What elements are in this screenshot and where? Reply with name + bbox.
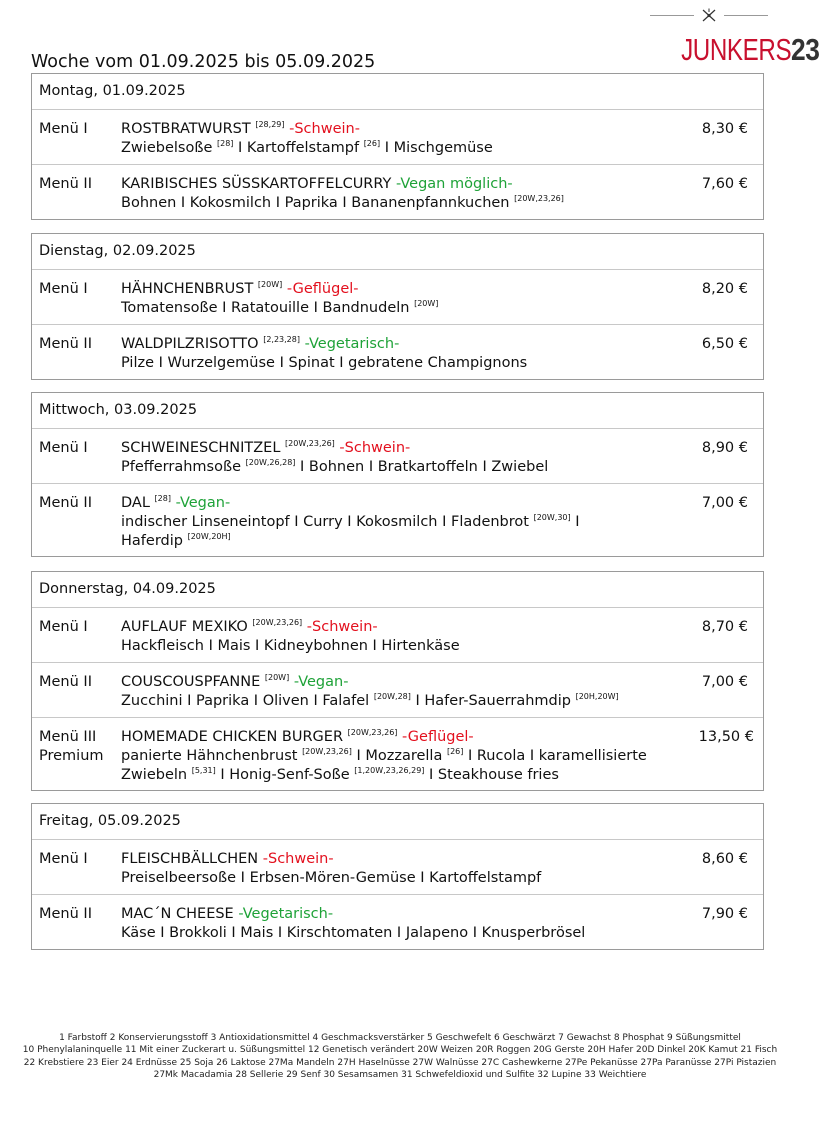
menu-row xyxy=(32,608,763,663)
menu-price: 13,50 € xyxy=(698,729,754,745)
cutlery-icon xyxy=(699,8,719,22)
menu-row xyxy=(32,429,763,484)
menu-row xyxy=(32,840,763,895)
side-text: Haferdip xyxy=(121,533,188,549)
side-text: I Hafer-Sauerrahmdip xyxy=(410,693,576,709)
dish-name: HÄHNCHENBRUST xyxy=(121,281,254,297)
side-text: indischer Linseneintopf I Curry I Kokosmilch I Fladenbrot xyxy=(121,514,534,530)
day-section xyxy=(31,571,764,791)
dish-line xyxy=(121,905,706,924)
day-section xyxy=(31,803,764,950)
allergen-codes: [26] xyxy=(363,139,381,148)
allergen-codes: [20H,20W] xyxy=(575,692,619,701)
menu-row xyxy=(32,270,763,325)
allergen-codes: [20W,23,26] xyxy=(252,618,303,627)
menu-price: 8,60 € xyxy=(701,851,748,867)
legend-line: 27Mk Macadamia 28 Sellerie 29 Senf 30 Sesamsamen 31 Schwefeldioxid und Sulfite 32 Lupine 33 Weichtiere xyxy=(153,1069,647,1080)
brand-wordmark xyxy=(650,32,820,67)
allergen-codes: [20W,23,26] xyxy=(347,728,398,737)
allergen-codes: [20W,20H] xyxy=(187,532,231,541)
menu-description xyxy=(121,905,706,943)
menu-description xyxy=(121,673,706,711)
dish-line xyxy=(121,728,706,747)
dish-name: DAL xyxy=(121,495,150,511)
side-dishes xyxy=(121,692,706,711)
allergen-codes: [20W] xyxy=(264,673,290,682)
day-section xyxy=(31,392,764,557)
menu-row xyxy=(32,663,763,718)
day-header: Donnerstag, 04.09.2025 xyxy=(32,572,763,608)
menu-description xyxy=(121,175,706,213)
menu-price: 7,00 € xyxy=(701,495,748,511)
allergen-codes: [20W] xyxy=(414,299,439,308)
side-text: I Kartoffelstampf xyxy=(233,140,364,156)
menu-description xyxy=(121,850,706,888)
brand-number: 23 xyxy=(791,32,820,67)
side-text: I Mozzarella xyxy=(351,748,447,764)
menu-description xyxy=(121,728,706,785)
day-section xyxy=(31,233,764,380)
menu-price: 7,00 € xyxy=(701,674,748,690)
diet-tag: -Schwein- xyxy=(339,440,411,456)
diet-tag: -Schwein- xyxy=(262,851,334,867)
menu-label xyxy=(39,175,119,194)
menu-row xyxy=(32,718,763,790)
menu-number: Menü II xyxy=(39,495,92,511)
menu-number: Menü I xyxy=(39,619,88,635)
menu-label xyxy=(39,673,119,692)
side-text: I Mischgemüse xyxy=(380,140,493,156)
brand-name: JUNKERS xyxy=(681,32,792,67)
dish-line xyxy=(121,673,706,692)
legend-line: 1 Farbstoff 2 Konservierungsstoff 3 Antioxidationsmittel 4 Geschmacksverstärker 5 Geschwefelt 6 Geschwärzt 7 Gewachst 8 Phosphat 9 Süßungsmittel xyxy=(59,1033,741,1043)
allergen-codes: [1,20W,23,26,29] xyxy=(354,766,425,775)
allergen-codes: [20W,26,28] xyxy=(245,458,296,467)
menu-label xyxy=(39,618,119,637)
menu-number: Menü I xyxy=(39,440,88,456)
allergen-codes: [20W,30] xyxy=(533,513,571,522)
menu-description xyxy=(121,439,706,477)
diet-tag: -Geflügel- xyxy=(402,729,474,745)
side-text: Hackfleisch I Mais I Kidneybohnen I Hirtenkäse xyxy=(121,638,460,654)
day-header: Freitag, 05.09.2025 xyxy=(32,804,763,840)
diet-tag: -Schwein- xyxy=(289,121,360,137)
menu-category: Premium xyxy=(39,748,104,764)
menu-label xyxy=(39,494,119,513)
side-text: I Honig-Senf-Soße xyxy=(215,767,355,783)
menu-description xyxy=(121,494,706,551)
menu-number: Menü II xyxy=(39,336,92,352)
menu-number: Menü II xyxy=(39,176,92,192)
day-section xyxy=(31,73,764,220)
menu-price: 8,70 € xyxy=(701,619,748,635)
menu-label xyxy=(39,905,119,924)
dish-line xyxy=(121,850,706,869)
menu-row xyxy=(32,484,763,556)
allergen-codes: [28,29] xyxy=(255,120,285,129)
dish-name: HOMEMADE CHICKEN BURGER xyxy=(121,729,344,745)
menu-price: 8,30 € xyxy=(701,121,748,137)
allergen-codes: [20W,23,26] xyxy=(302,747,352,756)
side-dishes xyxy=(121,924,706,943)
dish-line xyxy=(121,175,706,194)
allergen-codes: [20W] xyxy=(257,280,283,289)
diet-tag: -Vegetarisch- xyxy=(238,906,334,922)
logo-divider-right xyxy=(724,15,768,16)
allergen-codes: [5,31] xyxy=(191,766,216,775)
menu-row xyxy=(32,895,763,949)
dish-name: COUSCOUSPFANNE xyxy=(121,674,261,690)
menu-label xyxy=(39,728,119,766)
dish-name: ROSTBRATWURST xyxy=(121,121,251,137)
allergen-codes: [20W,23,26] xyxy=(285,439,335,448)
menu-price: 6,50 € xyxy=(701,336,748,352)
side-text: Tomatensoße I Ratatouille I Bandnudeln xyxy=(121,300,415,316)
side-text: panierte Hähnchenbrust xyxy=(121,748,303,764)
side-dishes xyxy=(121,513,706,551)
menu-price: 7,90 € xyxy=(701,906,748,922)
menu-price: 7,60 € xyxy=(701,176,748,192)
menu-number: Menü II xyxy=(39,906,92,922)
side-text: Zucchini I Paprika I Oliven I Falafel xyxy=(121,693,374,709)
dish-name: SCHWEINESCHNITZEL xyxy=(121,440,281,456)
menu-row xyxy=(32,165,763,219)
side-text: I Rucola I karamellisierte xyxy=(463,748,647,764)
week-title: Woche vom 01.09.2025 bis 05.09.2025 xyxy=(31,52,376,72)
menu-number: Menü I xyxy=(39,281,88,297)
side-text: Käse I Brokkoli I Mais I Kirschtomaten I Jalapeno I Knusperbrösel xyxy=(121,925,586,941)
diet-tag: -Vegetarisch- xyxy=(304,336,400,352)
side-text: I Bohnen I Bratkartoffeln I Zwiebel xyxy=(295,459,549,475)
side-text: Bohnen I Kokosmilch I Paprika I Bananenpfannkuchen xyxy=(121,195,515,211)
allergen-codes: [28] xyxy=(217,139,234,148)
menu-description xyxy=(121,120,706,158)
dish-name: FLEISCHBÄLLCHEN xyxy=(121,851,259,867)
dish-line xyxy=(121,439,706,458)
menu-price: 8,90 € xyxy=(701,440,748,456)
side-dishes xyxy=(121,354,706,373)
logo-divider-left xyxy=(650,15,694,16)
side-dishes xyxy=(121,637,706,656)
dish-line xyxy=(121,335,706,354)
allergen-codes: [20W,28] xyxy=(373,692,411,701)
side-dishes xyxy=(121,299,706,318)
diet-tag: -Schwein- xyxy=(306,619,378,635)
menu-label xyxy=(39,280,119,299)
allergen-codes: [26] xyxy=(446,747,464,756)
dish-line xyxy=(121,280,706,299)
allergen-legend xyxy=(0,1032,800,1081)
side-text: Pfefferrahmsoße xyxy=(121,459,246,475)
side-text: Zwiebelsoße xyxy=(121,140,217,156)
menu-label xyxy=(39,439,119,458)
menu-row xyxy=(32,325,763,379)
diet-tag: -Vegan- xyxy=(293,674,349,690)
day-header: Dienstag, 02.09.2025 xyxy=(32,234,763,270)
dish-line xyxy=(121,618,706,637)
menu-price: 8,20 € xyxy=(701,281,748,297)
side-text: I xyxy=(570,514,580,530)
menu-label xyxy=(39,120,119,139)
legend-line: 10 Phenylalaninquelle 11 Mit einer Zuckerart u. Süßungsmittel 12 Genetisch verändert 20W Weizen 20R Roggen 20G Gerste 20H Hafer 20D Dinkel 20K Kamut 21 Fisch xyxy=(22,1045,778,1056)
menu-description xyxy=(121,335,706,373)
dish-line xyxy=(121,494,706,513)
allergen-codes: [20W,23,26] xyxy=(514,194,564,203)
dish-name: MAC´N CHEESE xyxy=(121,906,234,922)
diet-tag: -Vegan- xyxy=(175,495,231,511)
menu-number: Menü I xyxy=(39,121,88,137)
side-text: Preiselbeersoße I Erbsen-Mören-Gemüse I Kartoffelstampf xyxy=(121,870,542,886)
dish-name: KARIBISCHES SÜSSKARTOFFELCURRY xyxy=(121,176,392,192)
side-dishes xyxy=(121,194,706,213)
dish-name: WALDPILZRISOTTO xyxy=(121,336,259,352)
side-dishes xyxy=(121,747,706,785)
menu-row xyxy=(32,110,763,165)
menu-number: Menü I xyxy=(39,851,88,867)
diet-tag: -Vegan möglich- xyxy=(396,176,513,192)
side-dishes xyxy=(121,458,706,477)
menu-number: Menü III xyxy=(39,729,97,745)
menu-description xyxy=(121,618,706,656)
dish-name: AUFLAUF MEXIKO xyxy=(121,619,248,635)
menu-label xyxy=(39,335,119,354)
legend-line: 22 Krebstiere 23 Eier 24 Erdnüsse 25 Soja 26 Laktose 27Ma Mandeln 27H Haselnüsse 27W Walnüsse 27C Cashewkerne 27Pe Pekanüsse 27Pa Paranüsse 27Pi Pistazien xyxy=(23,1057,777,1068)
side-text: Pilze I Wurzelgemüse I Spinat I gebratene Champignons xyxy=(121,355,528,371)
menu-label xyxy=(39,850,119,869)
side-dishes xyxy=(121,139,706,158)
menu-description xyxy=(121,280,706,318)
day-header: Mittwoch, 03.09.2025 xyxy=(32,393,763,429)
side-text: Zwiebeln xyxy=(121,767,192,783)
day-header: Montag, 01.09.2025 xyxy=(32,74,763,110)
allergen-codes: [28] xyxy=(154,494,171,503)
allergen-codes: [2,23,28] xyxy=(263,335,300,344)
menu-number: Menü II xyxy=(39,674,92,690)
side-dishes xyxy=(121,869,706,888)
side-text: I Steakhouse fries xyxy=(424,767,559,783)
dish-line xyxy=(121,120,706,139)
diet-tag: -Geflügel- xyxy=(286,281,359,297)
brand-logo xyxy=(650,8,820,68)
